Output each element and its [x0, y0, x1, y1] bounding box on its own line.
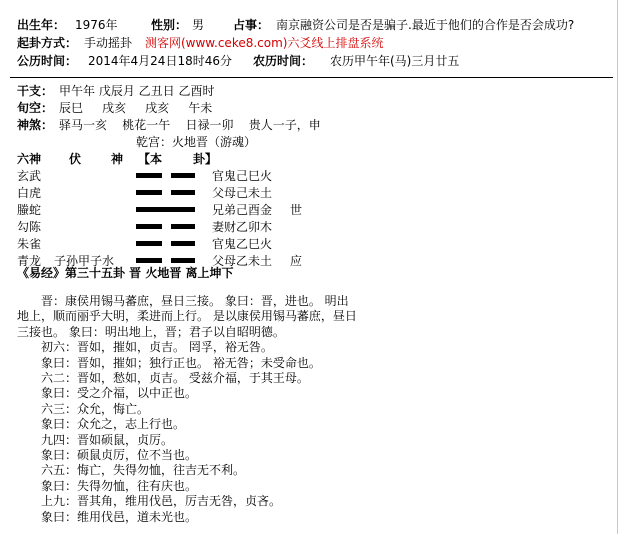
classic-line: 象曰：众允之，志上行也。: [17, 417, 186, 432]
yao-text-2: 父母己未土: [212, 186, 273, 200]
method-value: 手动摇卦: [84, 36, 133, 50]
classic-line: 九四：晋如硕鼠，贞厉。: [17, 432, 174, 447]
classic-line: 六五：悔亡，失得勿恤，往吉无不利。: [17, 463, 246, 478]
hidden-spirit: 子孙甲子水: [54, 254, 115, 268]
classic-line: 象曰：受之介福，以中正也。: [17, 386, 198, 401]
site-link[interactable]: 测客网(www.ceke8.com)六爻线上排盘系统: [145, 36, 384, 50]
yao-text-6: 父母乙未土: [212, 254, 273, 268]
god-row-3: 螣蛇: [17, 203, 42, 217]
xunkong-value: 辰巳 戌亥 戌亥 午未: [59, 101, 213, 115]
gender-label: 性别：: [151, 18, 188, 32]
shensha-label: 神煞：: [17, 118, 54, 132]
classic-line: 象曰：晋如，摧如；独行正也。 裕无咎；未受命也。: [17, 355, 321, 370]
shi-mark: 世: [290, 203, 303, 217]
col-liushen: 六神: [17, 152, 42, 166]
method-label: 起卦方式：: [17, 36, 78, 50]
right-border: [617, 0, 618, 534]
gregorian-value: 2014年4月24日18时46分: [88, 54, 232, 68]
col-fu: 伏: [69, 152, 82, 166]
yao-text-4: 妻财乙卯木: [212, 220, 273, 234]
god-row-5: 朱雀: [17, 237, 42, 251]
question-value: 南京融资公司是否是骗子.最近于他们的合作是否会成功?: [276, 18, 575, 32]
classic-line: 初六：晋如，摧如，贞吉。 罔孚，裕无咎。: [17, 340, 273, 355]
palace-label: 乾宫：火地晋（游魂）: [136, 135, 257, 149]
birth-year-value: 1976年: [75, 18, 118, 32]
classic-line: 六二：晋如，愁如，贞吉。 受兹介福，于其王母。: [17, 371, 309, 386]
classic-heading: 《易经》第三十五卦 晋 火地晋 离上坤下: [17, 266, 234, 280]
ying-mark: 应: [290, 254, 303, 268]
divider-top: [10, 77, 613, 78]
classic-line: 六三：众允，悔亡。: [17, 401, 150, 416]
gregorian-label: 公历时间：: [17, 54, 78, 68]
ganzhi-label: 干支：: [17, 84, 54, 98]
classic-line: 象曰：维用伐邑，道未光也。: [17, 509, 198, 524]
god-row-2: 白虎: [17, 186, 42, 200]
classic-line: 三接也。 象曰：明出地上，晋；君子以自昭明德。: [17, 324, 285, 339]
yao-text-3: 兄弟己酉金: [212, 203, 273, 217]
question-label: 占事：: [233, 18, 270, 32]
classic-line: 上九：晋其角，维用伐邑，厉吉无咎，贞吝。: [17, 494, 282, 509]
col-shen: 神: [111, 152, 124, 166]
col-gua: 卦】: [193, 152, 218, 166]
yao-text-1: 官鬼己巳火: [212, 169, 273, 183]
gender-value: 男: [192, 18, 205, 32]
classic-text: [17, 294, 597, 525]
ganzhi-value: 甲午年 戊辰月 乙丑日 乙酉时: [59, 84, 215, 98]
god-row-1: 玄武: [17, 169, 42, 183]
shensha-value: 驿马一亥 桃花一午 日禄一卯 贵人一子，申: [59, 118, 321, 132]
classic-line: 晋：康侯用锡马蕃庶，昼日三接。 象曰：晋，进也。 明出: [17, 294, 349, 308]
lunar-label: 农历时间：: [253, 54, 314, 68]
classic-line: 象曰：硕鼠贞厉，位不当也。: [17, 448, 198, 463]
classic-line: 地上，顺而丽乎大明，柔进而上行。 是以康侯用锡马蕃庶，昼日: [17, 309, 357, 324]
god-row-6: 青龙: [17, 254, 42, 268]
yao-text-5: 官鬼乙巳火: [212, 237, 273, 251]
lunar-value: 农历甲午年(马)三月廿五: [330, 54, 460, 68]
xunkong-label: 旬空：: [17, 101, 54, 115]
col-ben: 【本: [138, 152, 163, 166]
birth-year-label: 出生年：: [17, 18, 66, 32]
god-row-4: 勾陈: [17, 220, 42, 234]
classic-line: 象曰：失得勿恤，往有庆也。: [17, 478, 198, 493]
